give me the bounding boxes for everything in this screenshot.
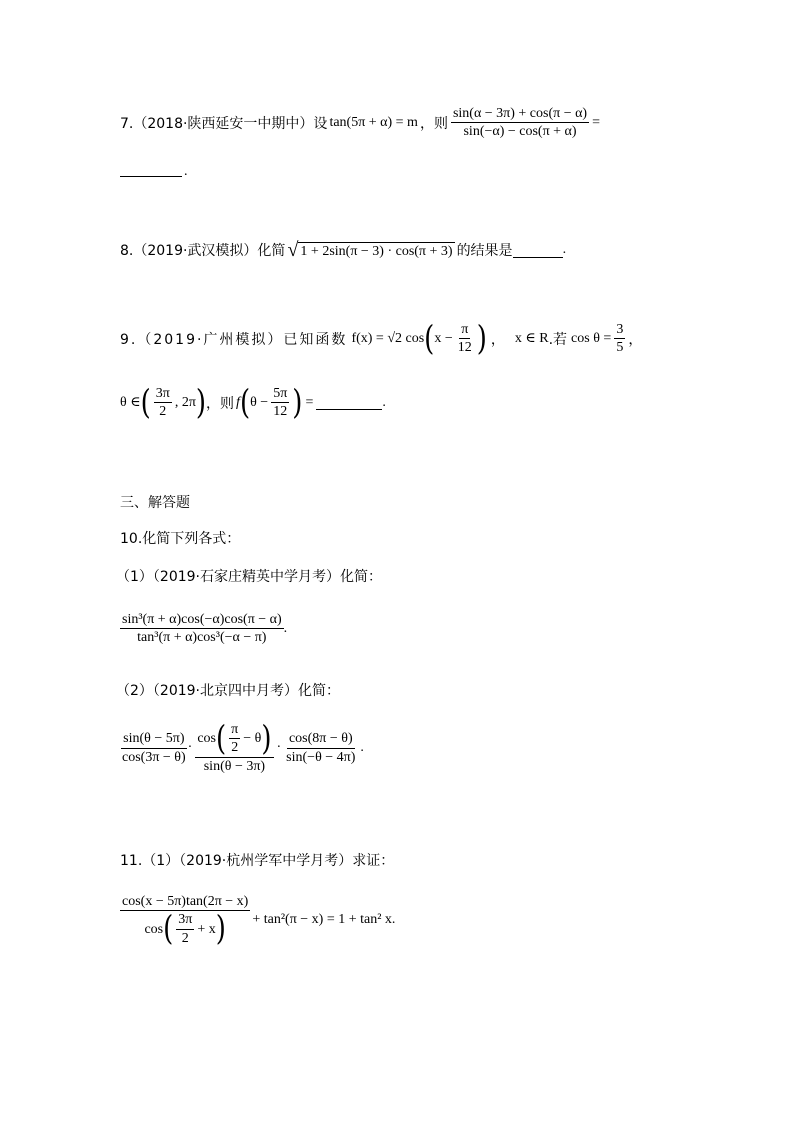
q8-radicand: 1 + 2sin(π − 3) · cos(π + 3) (300, 244, 453, 259)
left-paren-icon: ( (424, 319, 435, 359)
q8-suffix: 的结果是 (456, 243, 513, 259)
q10-p1-period: . (283, 620, 288, 636)
q10-p2-f1-num: sin(θ − 5π) (121, 731, 186, 748)
q9-function: f(x) = √2 cos (351, 330, 425, 346)
q9-if: .若 (548, 331, 568, 348)
q9-pi-over-12 (456, 322, 474, 356)
q9-answer-blank (316, 395, 382, 410)
q10-p2-f2-num (195, 719, 273, 759)
q11-two: 2 (181, 930, 189, 946)
q10-p2-fraction-1 (120, 731, 188, 765)
q7-numerator: sin(α − 3π) + cos(π − α) (451, 106, 589, 123)
q9-domain: x ∈ R (514, 331, 549, 347)
q9-pi: π (459, 322, 470, 339)
q9-5pi-over-12 (271, 386, 289, 420)
q10-title: 10.化简下列各式： (120, 531, 241, 547)
q7-mid: ，则 (419, 115, 448, 132)
right-paren-icon: ) (292, 383, 303, 423)
q11-title: 11.（1）（2019·杭州学军中学月考）求证： (120, 853, 395, 869)
q8-answer-blank (513, 243, 563, 258)
q10-p1-numerator: sin³(π + α)cos(−α)cos(π − α) (120, 612, 284, 629)
q9-then: ，则 (206, 395, 235, 412)
q11-rest: + tan²(π − x) = 1 + tan² x (252, 912, 392, 928)
q9-equals: = (305, 394, 314, 410)
q9-prefix: 9.（2019·广州模拟）已知函数 (120, 331, 348, 348)
q8-sqrt (287, 240, 454, 260)
q11-denominator (142, 909, 227, 949)
question-9-line-2 (120, 383, 386, 423)
right-paren-icon: ) (195, 383, 207, 423)
right-paren-icon: ) (261, 719, 272, 759)
q8-period: . (562, 242, 567, 257)
right-paren-icon: ) (476, 319, 487, 359)
q10-p2-f3-num: cos(8π − θ) (287, 731, 355, 748)
q7-denominator: sin(−α) − cos(π + α) (463, 124, 577, 140)
q10-p1-denominator: tan³(π + α)cos³(−α − π) (137, 630, 267, 646)
q9-three-fifths (614, 322, 625, 356)
q11-period: . (391, 912, 396, 928)
q11-3pi-over-2 (176, 912, 194, 946)
q7-period: . (184, 164, 188, 179)
q10-part1-expression (120, 612, 287, 646)
left-paren-icon: ( (239, 383, 251, 423)
left-paren-icon: ( (163, 909, 174, 949)
q9-three-pi: 3π (154, 386, 172, 403)
q9-comma: ， (490, 331, 505, 348)
q10-p2-f1-den: cos(3π − θ) (122, 749, 186, 765)
question-9 (120, 319, 643, 359)
q10-p2-two: 2 (231, 740, 239, 756)
q10-p2-f2-den: sin(θ − 3π) (203, 758, 266, 774)
q7-equals: = (592, 114, 601, 130)
q9-cos-theta: cos θ = (571, 330, 612, 346)
q10-p2-pi: π (229, 722, 240, 739)
q9-two: 2 (159, 404, 167, 420)
q10-part1: （1）（2019·石家庄精英中学月考）化简： (116, 569, 382, 585)
q9-theta-in: θ ∈ (120, 395, 141, 411)
q11-expression (120, 894, 396, 949)
q10-p2-f3-den: sin(−θ − 4π) (286, 749, 356, 765)
q10-p2-fraction-3 (284, 731, 357, 765)
q9-five-pi: 5π (271, 386, 289, 403)
q9-period: . (382, 394, 386, 410)
q7-fraction (451, 106, 589, 140)
q10-part2: （2）（2019·北京四中月考）化简： (116, 683, 340, 699)
right-paren-icon: ) (215, 909, 226, 949)
q10-p2-minus-theta: − θ (243, 731, 262, 747)
q11-numerator: cos(x − 5π)tan(2π − x) (120, 894, 250, 911)
q10-p2-period: . (360, 740, 364, 756)
q10-p2-fraction-2 (195, 719, 273, 774)
q9-f2: f (236, 394, 240, 410)
q10-p1-fraction (120, 612, 284, 646)
q10-part2-expression (120, 719, 364, 774)
question-7 (120, 106, 600, 140)
question-8 (120, 240, 566, 260)
q9-three: 3 (614, 322, 625, 339)
q9-five: 5 (616, 340, 624, 356)
q10-p2-f2-cos: cos (197, 731, 216, 747)
q9-two-pi: , 2π (174, 394, 196, 410)
q8-prefix: 8.（2019·武汉模拟）化简 (120, 243, 286, 259)
q9-twelve: 12 (457, 340, 472, 356)
q9-comma-end: ， (628, 331, 643, 348)
q11-den-cos: cos (144, 921, 164, 937)
q9-3pi-over-2 (154, 386, 172, 420)
q7-prefix: 7.（2018·陕西延安一中期中）设 (120, 115, 328, 132)
section-3-heading: 三、解答题 (120, 495, 190, 511)
q11-three-pi: 3π (176, 912, 194, 929)
left-paren-icon: ( (140, 383, 151, 423)
q9-theta-minus: θ − (250, 394, 269, 410)
q7-answer-blank (120, 176, 182, 177)
left-paren-icon: ( (216, 719, 227, 759)
q10-dot-1: · (187, 740, 193, 756)
q7-condition: tan(5π + α) = m (329, 114, 418, 130)
q9-twelve-2: 12 (273, 404, 288, 420)
q11-plus-x: + x (197, 921, 216, 937)
q9-x-minus: x − (434, 330, 453, 346)
q10-dot-2: · (276, 740, 282, 756)
sqrt-icon: √ (287, 239, 299, 261)
q11-fraction (120, 894, 250, 949)
q10-p2-pi-over-2 (229, 722, 240, 756)
